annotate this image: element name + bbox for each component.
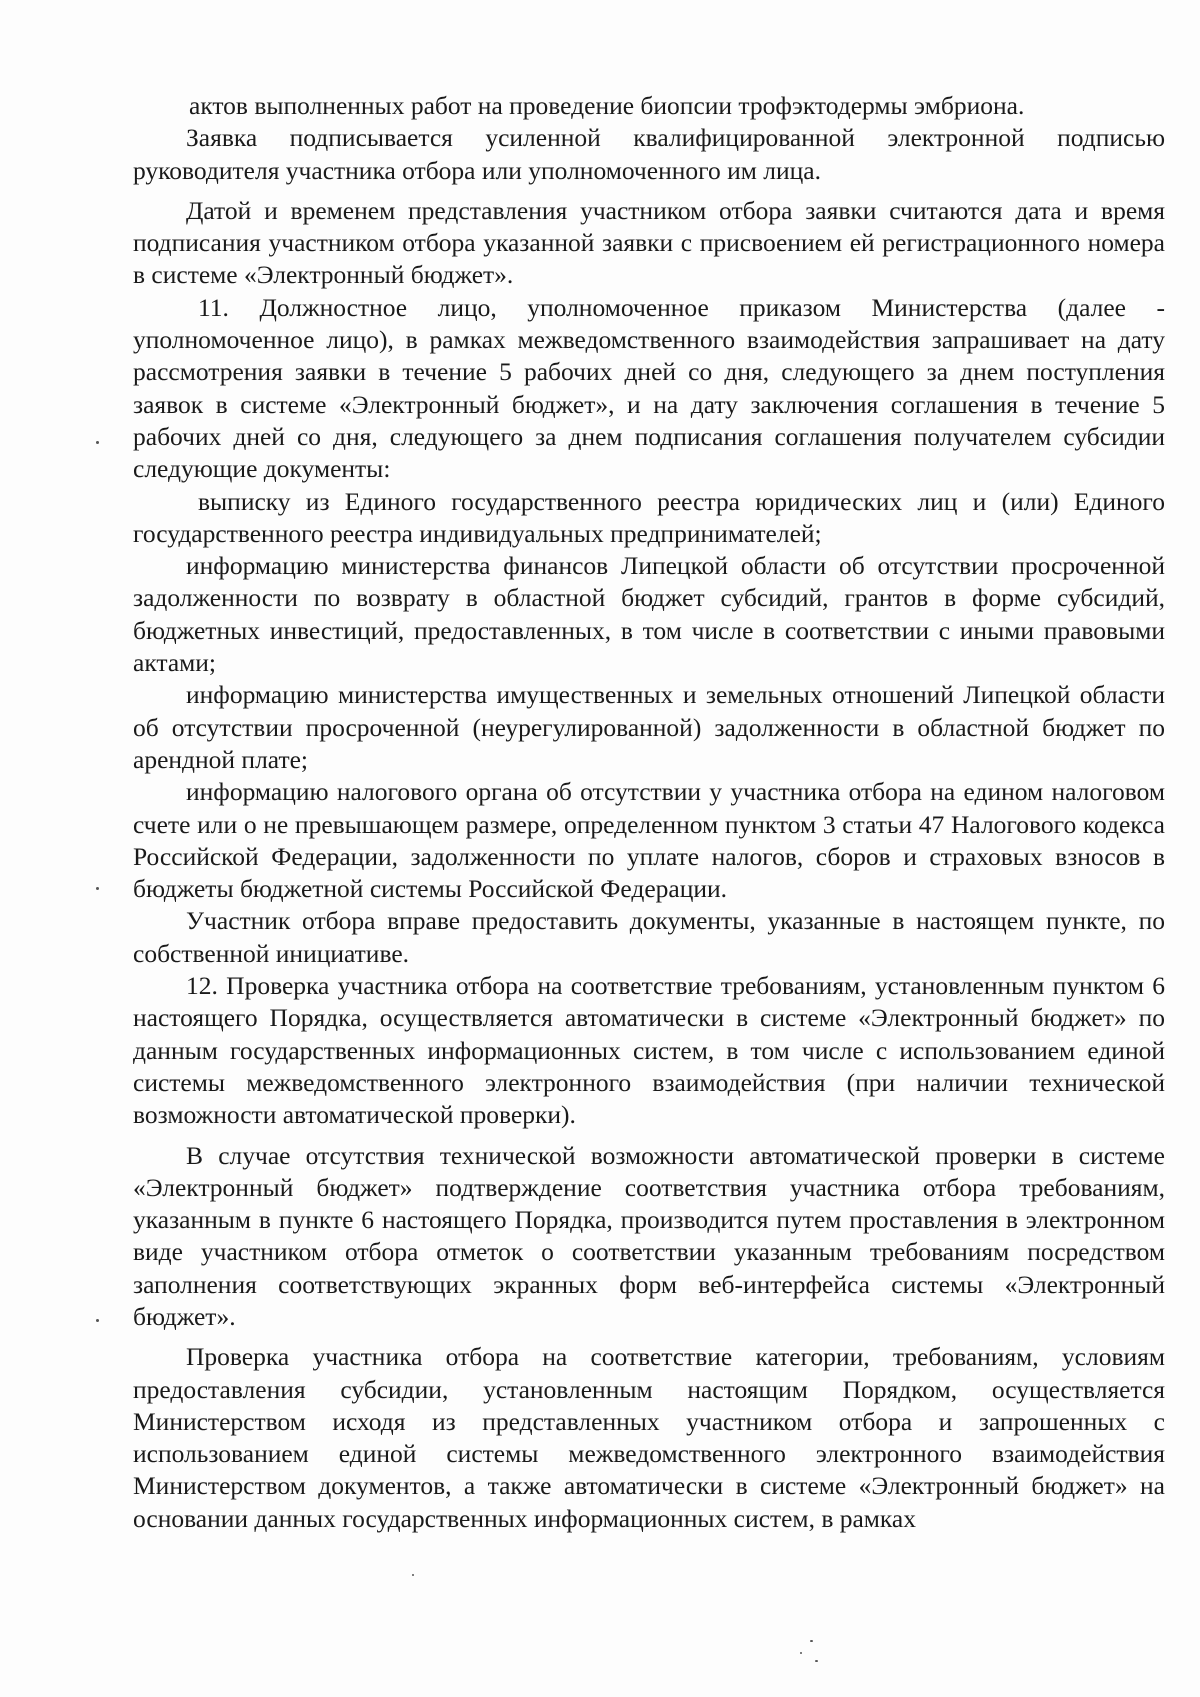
paragraph-continuation: актов выполненных работ на проведение биопсии трофэктодермы эмбриона. <box>189 91 1025 120</box>
paragraph-signature: Заявка подписывается усиленной квалифицированной электронной подписью руководителя участника отбора или уполномоченного им лица. <box>133 123 1165 185</box>
paragraph-tax-info: информацию налогового органа об отсутствии у участника отбора на едином налоговом счете или о не превышающем размере, определенном пунктом 3 статьи 47 Налогового кодекса Российской Федерации, задолженности по уплате налогов, сборов и страховых взносов в бюджеты бюджетной системы Российской Федерации. <box>133 777 1165 904</box>
scan-speck <box>412 1574 414 1576</box>
scan-speck <box>96 1319 99 1322</box>
scan-speck <box>800 1652 802 1654</box>
paragraph-egrul-extract: выписку из Единого государственного реестра юридических лиц и (или) Единого государственного реестра индивидуальных предпринимателей; <box>133 486 1165 548</box>
paragraph-finance-info: информацию министерства финансов Липецкой области об отсутствии просроченной задолженности по возврату в областной бюджет субсидий, грантов в форме субсидий, бюджетных инвестиций, предоставленных, в том числе в соответствии с иными правовыми актами; <box>133 551 1165 678</box>
scan-speck <box>96 887 99 890</box>
scan-speck <box>810 1640 813 1642</box>
paragraph-submission-date: Датой и временем представления участником отбора заявки считаются дата и время подписания участником отбора указанной заявки с присвоением ей регистрационного номера в системе «Электронный бюджет». <box>133 195 1165 290</box>
paragraph-item-12: 12. Проверка участника отбора на соответствие требованиям, установленным пунктом 6 настоящего Порядка, осуществляется автоматически в системе «Электронный бюджет» по данным государственных информационных систем, в том числе с использованием единой системы межведомственного электронного взаимодействия (при наличии технической возможности автоматической проверки). <box>133 971 1165 1130</box>
scan-speck <box>96 441 99 444</box>
paragraph-no-auto-check: В случае отсутствия технической возможности автоматической проверки в системе «Электронный бюджет» подтверждение соответствия участника отбора требованиям, указанным в пункте 6 настоящего Порядка, производится путем проставления в электронном виде участником отбора отметок о соответствии указанным требованиям посредством заполнения соответствующих экранных форм веб-интерфейса системы «Электронный бюджет». <box>133 1140 1165 1331</box>
paragraph-property-info: информацию министерства имущественных и земельных отношений Липецкой области об отсутствии просроченной (неурегулированной) задолженности в областной бюджет по арендной плате; <box>133 680 1165 774</box>
scan-speck <box>815 1660 818 1662</box>
paragraph-ministry-check: Проверка участника отбора на соответствие категории, требованиям, условиям предоставления субсидии, установленным настоящим Порядком, осуществляется Министерством исходя из представленных участником отбора и запрошенных с использованием единой системы межведомственного электронного взаимодействия Министерством документов, а также автоматически в системе «Электронный бюджет» на основании данных государственных информационных систем, в рамках <box>133 1342 1165 1533</box>
paragraph-own-initiative: Участник отбора вправе предоставить документы, указанные в настоящем пункте, по собственной инициативе. <box>133 906 1165 968</box>
document-body <box>133 90 1165 1535</box>
paragraph-item-11: 11. Должностное лицо, уполномоченное приказом Министерства (далее - уполномоченное лицо), в рамках межведомственного взаимодействия запрашивает на дату рассмотрения заявки в течение 5 рабочих дней со дня, следующего за днем поступления заявок в системе «Электронный бюджет», и на дату заключения соглашения в течение 5 рабочих дней со дня, следующего за днем подписания соглашения получателем субсидии следующие документы: <box>133 292 1165 484</box>
